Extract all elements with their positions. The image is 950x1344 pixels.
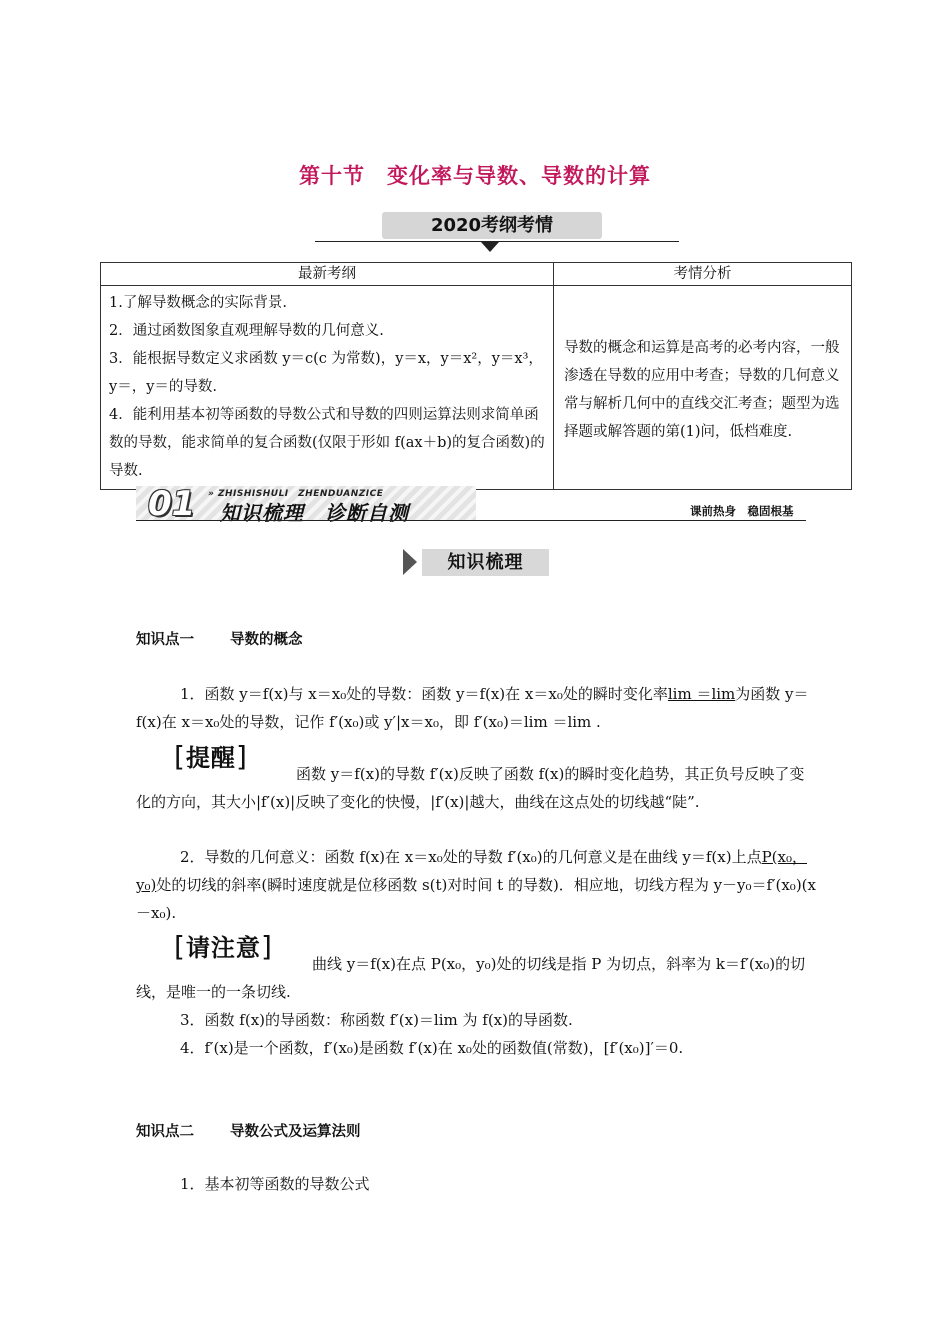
outline-item: 2．通过函数图象直观理解导数的几何意义.: [109, 323, 384, 339]
table-header-analysis: 考情分析: [554, 263, 852, 286]
kp-title: 导数的概念: [230, 632, 303, 648]
knowledge-point-1-heading: [136, 628, 303, 649]
outline-item: 4．能利用基本初等函数的导数公式和导数的四则运算法则求简单函数的导数，能求简单的复合函数(仅限于形如 f(ax＋b)的复合函数)的导数.: [109, 407, 545, 479]
section-pinyin: » ZHISHISHULI ZHENDUANZICE: [208, 489, 384, 499]
section-title: 知识梳理 诊断自测: [220, 501, 409, 525]
tip-tag-attention: [请注意]: [174, 930, 273, 963]
kp-label: 知识点一: [136, 632, 194, 648]
kp1-item-4: 4．f′(x)是一个函数，f′(x₀)是函数 f′(x)在 x₀处的函数值(常数)，[f′(x₀)]′＝0.: [180, 1039, 684, 1057]
kp-label: 知识点二: [136, 1124, 194, 1140]
knowledge-point-2-heading: [136, 1120, 361, 1141]
section-right-label: 课前热身 稳固根基: [690, 504, 794, 518]
section-rule: [136, 520, 806, 521]
kp1-item-1: 1．函数 y＝f(x)与 x＝x₀处的导数：函数 y＝f(x)在 x＝x₀处的瞬时变化率lim ＝lim为函数 y＝f(x)在 x＝x₀处的导数，记作 f′(x₀)或 y′|x＝x₀，即 f′(x₀)＝lim ＝lim .: [136, 685, 809, 731]
outline-item: 3．能根据导数定义求函数 y＝c(c 为常数)，y＝x，y＝x²，y＝x³，y＝，y＝的导数.: [109, 351, 543, 395]
kp2-item-1: 1．基本初等函数的导数公式: [180, 1175, 370, 1193]
knowledge-point-1-body: [136, 680, 816, 736]
outline-item: 1.了解导数概念的实际背景.: [109, 295, 287, 311]
banner-arrow-icon: [481, 242, 499, 252]
banner-label: 2020考纲考情: [382, 212, 602, 239]
kp-title: 导数公式及运算法则: [230, 1124, 361, 1140]
limit-expression: lim ＝lim: [667, 685, 736, 703]
tip-tag-reminder: [提醒]: [174, 740, 248, 773]
tip-reminder: 函数 y＝f(x)的导数 f′(x)反映了函数 f(x)的瞬时变化趋势，其正负号反映了变化的方向，其大小|f′(x)|反映了变化的快慢，|f′(x)|越大，曲线在这点处的切线越“陡”.: [136, 765, 805, 811]
table-header-outline: 最新考纲: [101, 263, 554, 286]
outline-table: [100, 262, 852, 490]
subsection-heading: 知识梳理: [422, 549, 549, 576]
kp1-item-2: 2．导数的几何意义：函数 f(x)在 x＝x₀处的导数 f′(x₀)的几何意义是在曲线 y＝f(x)上点P(x₀，y₀)处的切线的斜率(瞬时速度就是位移函数 s(t)对时间 t 的导数)．相应地，切线方程为 y－y₀＝f′(x₀)(x－x₀).: [136, 848, 816, 922]
section-number: 01: [148, 484, 196, 524]
kp1-item-3: 3．函数 f(x)的导函数：称函数 f′(x)＝lim 为 f(x)的导函数.: [180, 1011, 573, 1029]
outline-cell: [101, 286, 554, 490]
point-p: P(x₀，y₀): [136, 848, 808, 894]
tip-attention: 曲线 y＝f(x)在点 P(x₀，y₀)处的切线是指 P 为切点，斜率为 k＝f′(x₀)的切线，是唯一的一条切线.: [136, 955, 806, 1001]
chevron-right-icon: [403, 549, 417, 575]
analysis-cell: 导数的概念和运算是高考的必考内容，一般渗透在导数的应用中考查；导数的几何意义常与解析几何中的直线交汇考查；题型为选择题或解答题的第(1)问，低档难度.: [554, 286, 852, 490]
page-title: 第十节 变化率与导数、导数的计算: [299, 164, 651, 188]
